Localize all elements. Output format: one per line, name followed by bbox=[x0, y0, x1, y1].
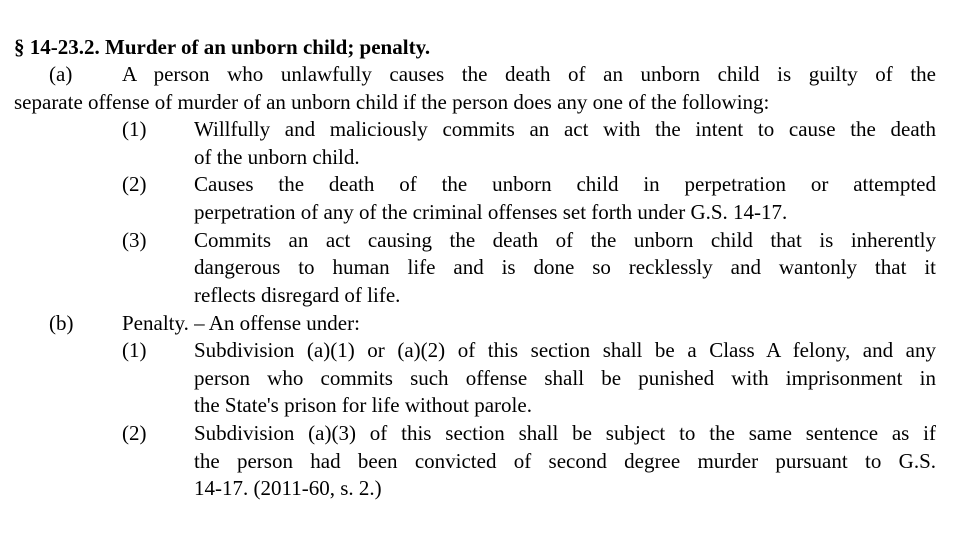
subsection-b-marker: (b) bbox=[49, 311, 74, 335]
item-b1-marker: (1) bbox=[122, 338, 147, 362]
item-b2-line-3: 14-17. (2011-60, s. 2.) bbox=[194, 476, 382, 500]
item-a1-line-2: of the unborn child. bbox=[194, 145, 360, 169]
subsection-a-text-line-2: separate offense of murder of an unborn child if the person does any one of the following: bbox=[14, 90, 770, 114]
item-a3-line-1: Commits an act causing the death of the unborn child that is inherently bbox=[194, 228, 936, 252]
item-b2-marker: (2) bbox=[122, 421, 147, 445]
item-b1-line-1: Subdivision (a)(1) or (a)(2) of this section shall be a Class A felony, and any bbox=[194, 338, 936, 362]
item-a3-line-3: reflects disregard of life. bbox=[194, 283, 401, 307]
subsection-a-marker: (a) bbox=[49, 62, 73, 86]
subsection-a-text-line-1: A person who unlawfully causes the death of an unborn child is guilty of the bbox=[122, 62, 936, 86]
item-b2-line-1: Subdivision (a)(3) of this section shall be subject to the same sentence as if bbox=[194, 421, 936, 445]
item-a3-line-2: dangerous to human life and is done so recklessly and wantonly that it bbox=[194, 255, 936, 279]
item-a3-marker: (3) bbox=[122, 228, 147, 252]
item-a1-line-1: Willfully and maliciously commits an act with the intent to cause the death bbox=[194, 117, 936, 141]
subsection-b-text-line-1: Penalty. – An offense under: bbox=[122, 311, 360, 335]
item-b1-line-3: the State's prison for life without parole. bbox=[194, 393, 532, 417]
item-a2-line-2: perpetration of any of the criminal offenses set forth under G.S. 14-17. bbox=[194, 200, 788, 224]
item-b1-line-2: person who commits such offense shall be punished with imprisonment in bbox=[194, 366, 936, 390]
item-a2-line-1: Causes the death of the unborn child in perpetration or attempted bbox=[194, 172, 936, 196]
item-a1-marker: (1) bbox=[122, 117, 147, 141]
item-a2-marker: (2) bbox=[122, 172, 147, 196]
section-heading: § 14-23.2. Murder of an unborn child; penalty. bbox=[14, 35, 431, 59]
item-b2-line-2: the person had been convicted of second degree murder pursuant to G.S. bbox=[194, 449, 936, 473]
